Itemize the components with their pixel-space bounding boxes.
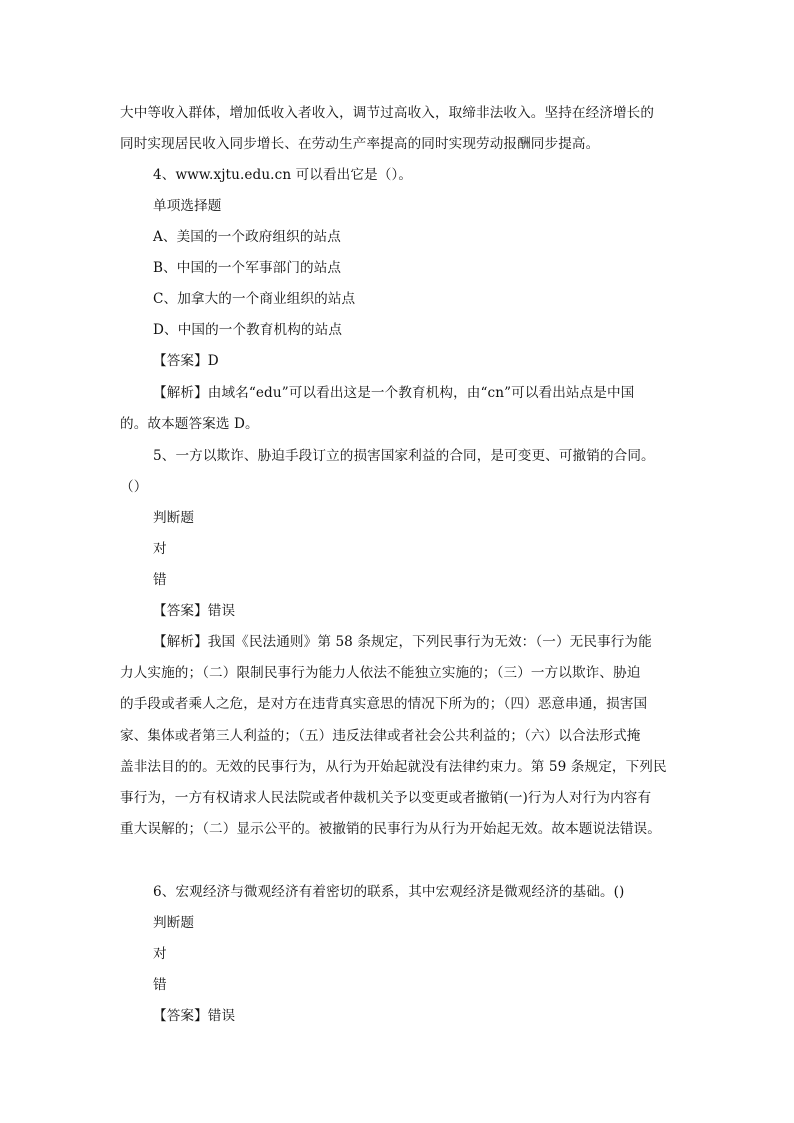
paragraph-line: 同时实现居民收入同步增长、在劳动生产率提高的同时实现劳动报酬同步提高。 xyxy=(120,136,600,152)
question-4-text: 4、www.xjtu.edu.cn 可以看出它是（）。 xyxy=(153,167,413,183)
question-6-option-false: 错 xyxy=(153,977,167,993)
question-5-option-true: 对 xyxy=(153,541,167,557)
question-5-analysis-line: 力人实施的；（二）限制民事行为能力人依法不能独立实施的；（三）一方以欺诈、胁迫 xyxy=(120,665,641,681)
question-5-analysis-line: 事行为，一方有权请求人民法院或者仲裁机关予以变更或者撤销(一)行为人对行为内容有 xyxy=(120,790,652,806)
question-4-analysis-line: 【解析】由域名“edu”可以看出这是一个教育机构，由“cn”可以看出站点是中国 xyxy=(153,385,635,401)
question-5-answer: 【答案】错误 xyxy=(153,603,236,619)
question-6-answer: 【答案】错误 xyxy=(153,1008,236,1024)
question-4-option-c: C、加拿大的一个商业组织的站点 xyxy=(153,291,356,307)
question-5-analysis-line: 重大误解的；（二）显示公平的。被撤销的民事行为从行为开始起无效。故本题说法错误。 xyxy=(120,821,661,837)
question-4-type: 单项选择题 xyxy=(153,198,222,214)
question-4-option-a: A、美国的一个政府组织的站点 xyxy=(153,229,341,245)
question-5-text: 5、一方以欺诈、胁迫手段订立的损害国家利益的合同，是可变更、可撤销的合同。 xyxy=(153,448,655,464)
question-5-option-false: 错 xyxy=(153,572,167,588)
question-6-option-true: 对 xyxy=(153,946,167,962)
question-5-text-cont: （） xyxy=(120,479,148,495)
question-5-analysis-line: 【解析】我国《民法通则》第 58 条规定，下列民事行为无效：（一）无民事行为能 xyxy=(153,634,652,650)
question-4-option-d: D、中国的一个教育机构的站点 xyxy=(153,322,343,338)
question-5-analysis-line: 盖非法目的的。无效的民事行为，从行为开始起就没有法律约束力。第 59 条规定，下列民 xyxy=(120,759,667,775)
question-4-option-b: B、中国的一个军事部门的站点 xyxy=(153,260,342,276)
question-5-analysis-line: 家、集体或者第三人利益的；（五）违反法律或者社会公共利益的；（六）以合法形式掩 xyxy=(120,728,641,744)
question-4-analysis-line: 的。故本题答案选 D。 xyxy=(120,416,259,432)
question-5-analysis-line: 的手段或者乘人之危，是对方在违背真实意思的情况下所为的；（四）恶意串通，损害国 xyxy=(120,696,648,712)
question-6-type: 判断题 xyxy=(153,915,195,931)
paragraph-line: 大中等收入群体，增加低收入者收入，调节过高收入，取缔非法收入。坚持在经济增长的 xyxy=(120,105,655,121)
question-6-text: 6、宏观经济与微观经济有着密切的联系，其中宏观经济是微观经济的基础。() xyxy=(153,884,625,900)
question-4-answer: 【答案】D xyxy=(153,353,219,369)
question-5-type: 判断题 xyxy=(153,510,195,526)
